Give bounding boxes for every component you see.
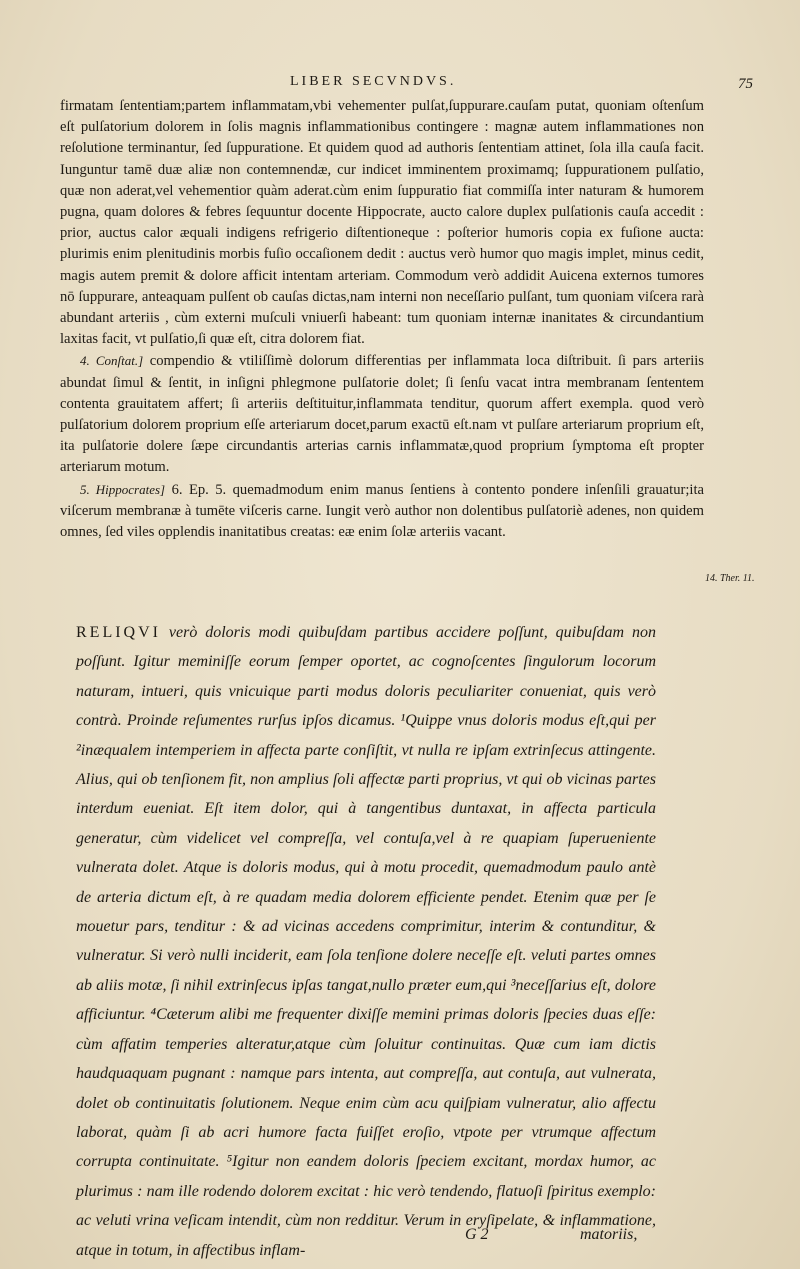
commentary-paragraph-3 [60, 479, 704, 544]
commentary-lemma-2: 4. Conſtat.] [80, 353, 144, 369]
running-title: LIBER SECVNDVS. [290, 74, 457, 89]
commentary-lemma-3: 5. Hippocrates] [80, 481, 166, 497]
commentary-paragraph-2 [60, 350, 704, 478]
running-header [0, 74, 800, 94]
commentary-text-2: compendio & vtiliſſimè dolorum differentias per inflammata loca diſtribuit. ſi pars arteriis abundat ſimul & ſentit, in inſigni phlegmone pulſatorie dolet; ſi ſenſu vacat intra membranam ſententem contenta grauitatem affert; ſi arteriis deſtituitur,inflammata tenditur, quorum affert exempla. quod verò pulſatorium dolorem proprium eſſe arteriarum docet,parum exactū eſt.nam vt pulſare arteriarum proprium eſt, ita pulſatorie dolere ſæpe circundantis arterias carnis inflammatæ,quod proprium ſymptoma eſt propter arteriarum motum. [60, 353, 704, 476]
signature-mark: G 2 [465, 1226, 489, 1243]
commentary-text-3: 6. Ep. 5. quemadmodum enim manus ſentiens à contento pondere inſenſili grauatur;ita viſcerum membranæ à tumēte viſceris carne. Iungit verò author non dolentibus pulſatoriè adenes, non quidem omnes, ſed viles opplendis inanitatibus creatas: eæ enim ſolæ arteriis vacant. [60, 481, 704, 541]
margin-note: 14. Ther. 11. [705, 573, 755, 584]
page-number: 75 [738, 76, 753, 92]
main-text-body: verò doloris modi quibuſdam partibus accidere poſſunt, quibuſdam non poſſunt. Igitur meminiſſe eorum ſemper oportet, ac cognoſcentes ſingulorum locorum naturam, intueri, quis vnicuique parti modus doloris peculiariter conueniat, quis verò contrà. Proinde reſumentes rurſus ipſos dicamus. ¹Quippe vnus doloris modus eſt,qui per ²inæqualem intemperiem in affecta parte conſiſtit, vt nulla re ipſam extrinſecus attingente. Alius, qui ob tenſionem fit, non amplius ſoli affectæ parti proprius, vt qui ob vicinas partes interdum eueniat. Eſt item dolor, qui à tangentibus duntaxat, in affecta particula generatur, cùm videlicet vel compreſſa, vel contuſa,vel à re quapiam ſuperueniente vulnerata dolet. Atque is doloris modus, qui à motu procedit, quemadmodum paulo antè de arteria dictum eſt, à re quadam media dolorem efficiente pendet. Etenim quæ per ſe mouetur pars, tenditur : & ad vicinas accedens comprimitur, interim & contunditur, & vulneratur. Si verò nulli inciderit, eam ſola tenſione dolere neceſſe eſt. veluti partes omnes ab aliis motæ, ſi nihil extrinſecus ipſas tangat,nullo præter eum,qui ³neceſſarius eſt, dolore afficiuntur. ⁴Cæterum alibi me frequenter dixiſſe memini primas doloris ſpecies duas eſſe: cùm affatim temperies alteratur,atque cùm ſoluitur continuitas. Quæ cum iam dictis haudquaquam pugnant : namque pars intenta, aut compreſſa, aut contuſa, aut vulnerata, dolet ob continuitatis ſolutionem. Neque enim cùm acu quiſpiam vulneratur, alio affectu laborat, quàm ſi ab acri humore facta fuiſſet eroſio, vtpote per vtrumque affectum corrupta continuitate. ⁵Igitur non eandem doloris ſpeciem excitant, mordax humor, ac plurimus : nam ille rodendo dolorem excitat : hic verò tendendo, flatuoſi ſpiritus exemplo: ac veluti vrina veſicam intendit, cùm non redditur. Verum in eryſipelate, & inflammatione, atque in totum, in affectibus inflam- [76, 624, 656, 1259]
commentary-paragraph-1: firmatam ſententiam;partem inflammatam,vbi vehementer pulſat,ſuppurare.cauſam putat, quoniam oſtenſum eſt pulſatorium dolorem in ſolis magnis inflammationibus contingere : magnæ autem inflammationes non reſolutione terminantur, ſed ſuppuratione. Et quidem quod ad authoris ſententiam attinet, ſola illa cauſa facit. Iunguntur tamē duæ aliæ non contemnendæ, cur indicet imminentem proximamq; ſuppurationem pulſatio, quæ non aderat,vel vehementior quàm aderat.cùm enim ſuppuratio fiat commiſſa inter naturam & humorem pugna, quam dolores & febres ſequuntur docente Hippocrate, aucto calore duplex pulſationis cauſa accedit : prior, auctus calor æquali indigens refrigerio diſtentioneque : poſterior humoris copia ex fuſione aucta: plurimis enim plenitudinis morbis fuſio occaſionem dedit : auctus verò humor quo magis implet, minus cedit, magis autem premit & dolore afficit intentam arteriam. Commodum verò addidit Auicena externos tumores nō ſuppurare, anteaquam pulſent ob cauſas dictas,nam interni non neceſſario pulſant, tum quoniam viſcera rarà abundant arteriis , cùm externi muſculi vniuerſi habeant: tum quoniam internæ inanitates & circundantium laxitas facit, vt pulſatio,ſi quæ eſt, citra dolorem fiat. [60, 98, 704, 348]
main-text-block [76, 618, 656, 1265]
commentary-block [60, 96, 704, 543]
main-text-initial: RELIQVI [76, 624, 161, 641]
catchword: matoriis, [580, 1226, 638, 1243]
